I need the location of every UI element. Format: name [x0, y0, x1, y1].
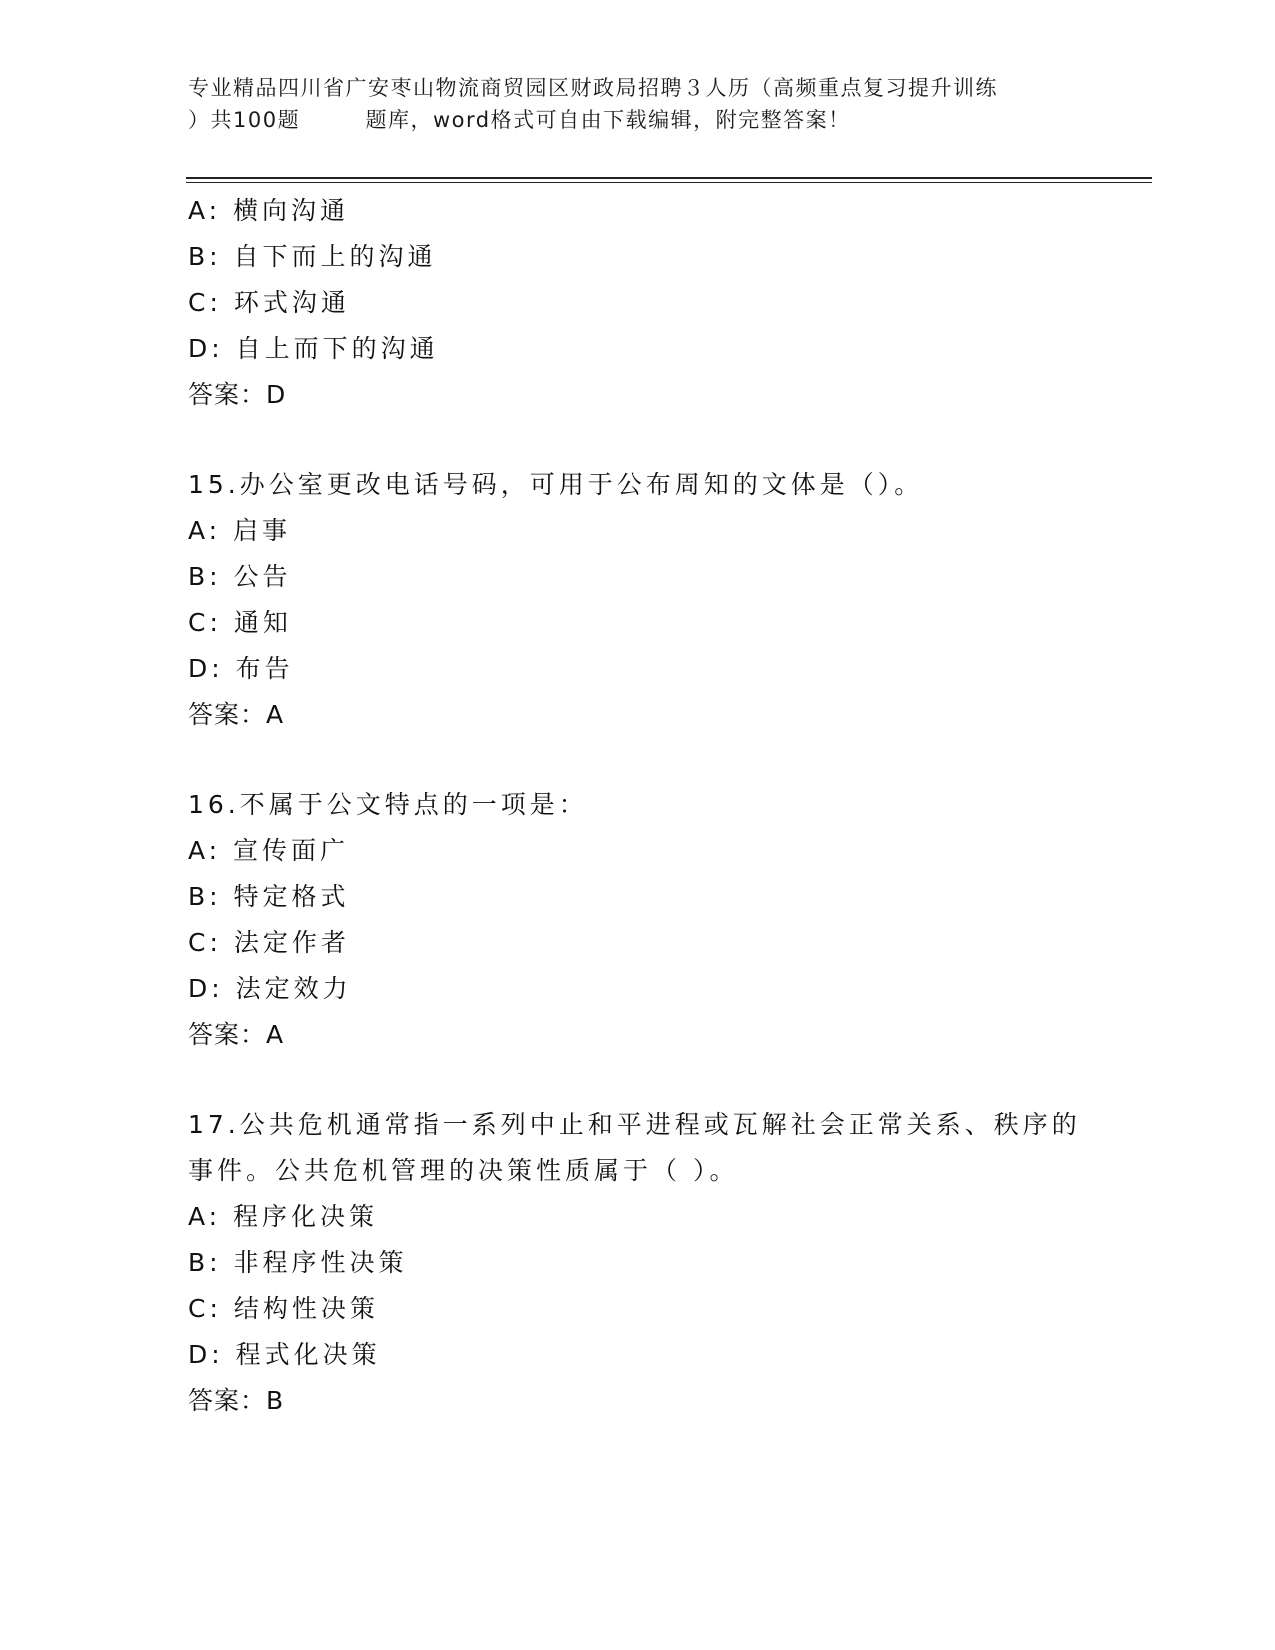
- question-block-14: [188, 188, 1148, 418]
- answer-line: 答案：A: [188, 1020, 285, 1049]
- header-title-line-2: ）共100题 题库，word格式可自由下载编辑，附完整答案！: [188, 108, 851, 132]
- option-b: B: 自下而上的沟通: [188, 242, 437, 271]
- answer-line: 答案：A: [188, 700, 285, 729]
- option-b: B: 公告: [188, 562, 292, 591]
- question-stem-line-1: 17.公共危机通常指一系列中止和平进程或瓦解社会正常关系、秩序的: [188, 1110, 1081, 1139]
- option-c: C: 环式沟通: [188, 288, 350, 317]
- header-divider-thick: [186, 177, 1152, 179]
- question-block-16: [188, 782, 1148, 1058]
- header-title-line-1: 专业精品四川省广安枣山物流商贸园区财政局招聘３人历（高频重点复习提升训练: [188, 76, 998, 100]
- question-block-17: [188, 1102, 1148, 1424]
- option-b: B: 非程序性决策: [188, 1248, 408, 1277]
- question-stem-line-2: 事件。公共危机管理的决策性质属于（ ）。: [188, 1156, 739, 1185]
- question-block-15: [188, 462, 1148, 738]
- option-a: A: 宣传面广: [188, 836, 350, 865]
- answer-line: 答案：D: [188, 380, 287, 409]
- option-b: B: 特定格式: [188, 882, 350, 911]
- option-c: C: 法定作者: [188, 928, 350, 957]
- answer-line: 答案：B: [188, 1386, 285, 1415]
- header-divider-thin: [186, 182, 1152, 183]
- question-list: [188, 188, 1148, 1468]
- document-header: [188, 72, 1088, 136]
- option-d: D: 布告: [188, 654, 294, 683]
- option-a: A: 启事: [188, 516, 292, 545]
- option-a: A: 程序化决策: [188, 1202, 379, 1231]
- question-stem: 15.办公室更改电话号码，可用于公布周知的文体是（）。: [188, 470, 924, 499]
- option-d: D: 法定效力: [188, 974, 352, 1003]
- option-a: A: 横向沟通: [188, 196, 350, 225]
- option-c: C: 通知: [188, 608, 292, 637]
- option-c: C: 结构性决策: [188, 1294, 379, 1323]
- question-stem: 16.不属于公文特点的一项是：: [188, 790, 588, 819]
- option-d: D: 自上而下的沟通: [188, 334, 439, 363]
- option-d: D: 程式化决策: [188, 1340, 381, 1369]
